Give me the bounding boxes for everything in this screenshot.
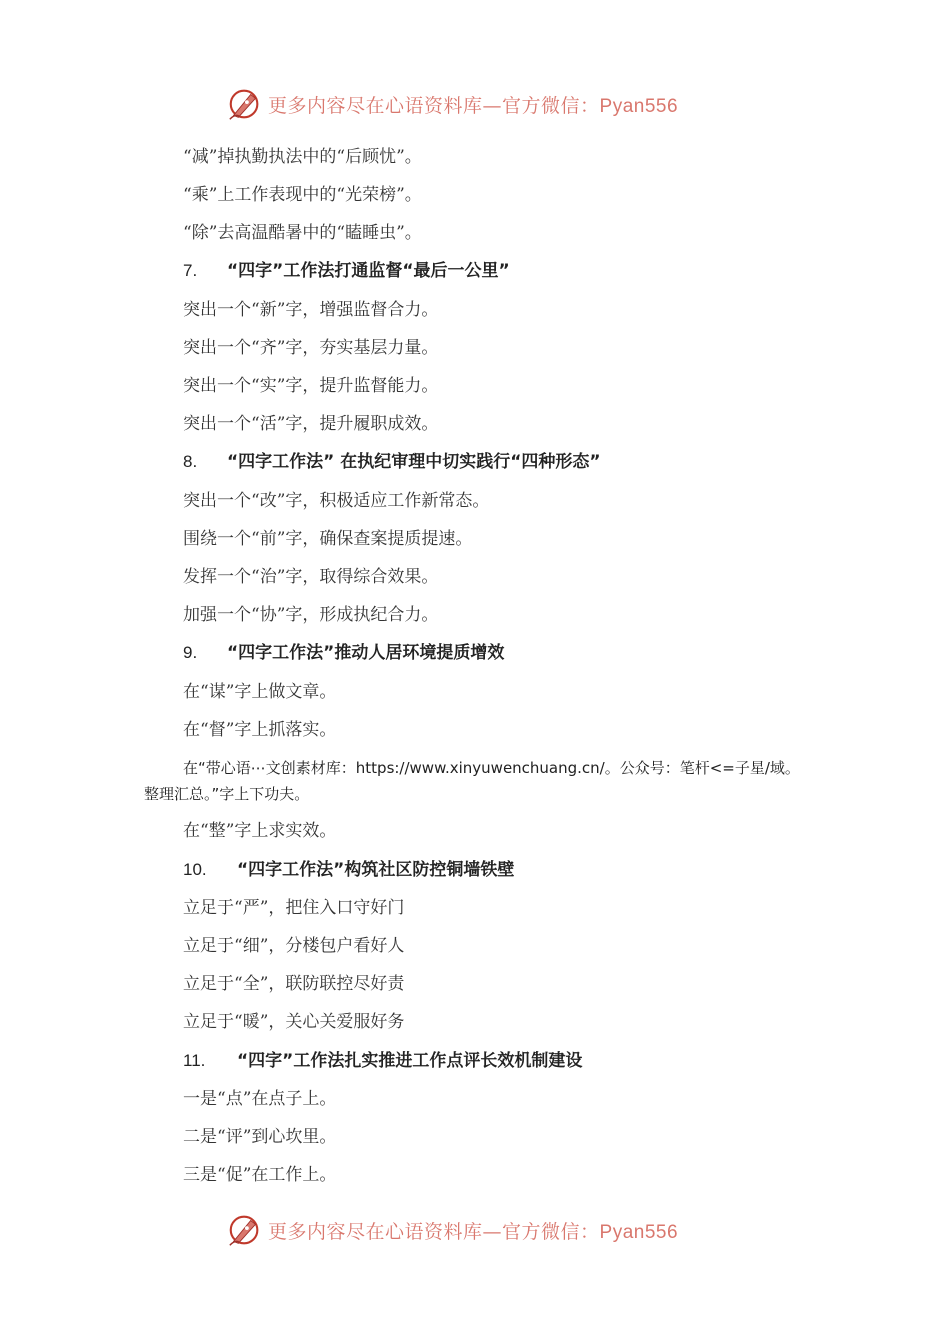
section-heading-10: 10. “四字工作法”构筑社区防控铜墙铁壁 xyxy=(183,860,515,880)
list-item: 加强一个“协”字，形成执纪合力。 xyxy=(183,605,439,625)
list-item: 立足于“暖”，关心关爱服好务 xyxy=(183,1012,405,1032)
pen-nib-logo-icon xyxy=(226,85,264,123)
list-item: 一是“点”在点子上。 xyxy=(183,1089,337,1109)
list-item: 围绕一个“前”字，确保查案提质提速。 xyxy=(183,529,473,549)
text-line: “除”去高温酷暑中的“瞌睡虫”。 xyxy=(183,223,422,243)
section-heading-11: 11. “四字”工作法扎实推进工作点评长效机制建设 xyxy=(183,1051,583,1071)
list-item: 立足于“细”，分楼包户看好人 xyxy=(183,936,405,956)
list-item: 在“督”字上抓落实。 xyxy=(183,720,337,740)
list-item: 二是“评”到心坎里。 xyxy=(183,1127,337,1147)
header-watermark-banner xyxy=(226,84,746,124)
banner-text: 更多内容尽在心语资料库—官方微信：Pyan556 xyxy=(268,94,679,117)
list-item: 突出一个“齐”字，夯实基层力量。 xyxy=(183,338,439,358)
note-line-1: 在“带心语⋯文创素材库：https://www.xinyuwenchuang.cn/。公众号：笔杆<=子星/域。 xyxy=(183,759,800,777)
inserted-source-note xyxy=(144,755,834,807)
list-item: 突出一个“活”字，提升履职成效。 xyxy=(183,414,439,434)
text-line: “减”掉执勤执法中的“后顾忧”。 xyxy=(183,147,422,167)
footer-watermark-banner xyxy=(226,1210,746,1250)
banner-text: 更多内容尽在心语资料库—官方微信：Pyan556 xyxy=(268,1220,679,1243)
list-item: 突出一个“实”字，提升监督能力。 xyxy=(183,376,439,396)
list-item: 立足于“全”，联防联控尽好责 xyxy=(183,974,405,994)
text-line: “乘”上工作表现中的“光荣榜”。 xyxy=(183,185,422,205)
list-item: 立足于“严”，把住入口守好门 xyxy=(183,898,405,918)
list-item: 突出一个“改”字，积极适应工作新常态。 xyxy=(183,491,490,511)
note-line-2: 整理汇总。”字上下功夫。 xyxy=(144,785,310,803)
pen-nib-logo-icon xyxy=(226,1211,264,1249)
list-item: 在“谋”字上做文章。 xyxy=(183,682,337,702)
list-item: 三是“促”在工作上。 xyxy=(183,1165,337,1185)
list-item: 发挥一个“治”字，取得综合效果。 xyxy=(183,567,439,587)
list-item: 在“整”字上求实效。 xyxy=(183,821,337,841)
list-item: 突出一个“新”字，增强监督合力。 xyxy=(183,300,439,320)
section-heading-8: 8. “四字工作法” 在执纪审理中切实践行“四种形态” xyxy=(183,452,601,472)
section-heading-9: 9. “四字工作法”推动人居环境提质增效 xyxy=(183,643,505,663)
section-heading-7: 7. “四字”工作法打通监督“最后一公里” xyxy=(183,261,510,281)
